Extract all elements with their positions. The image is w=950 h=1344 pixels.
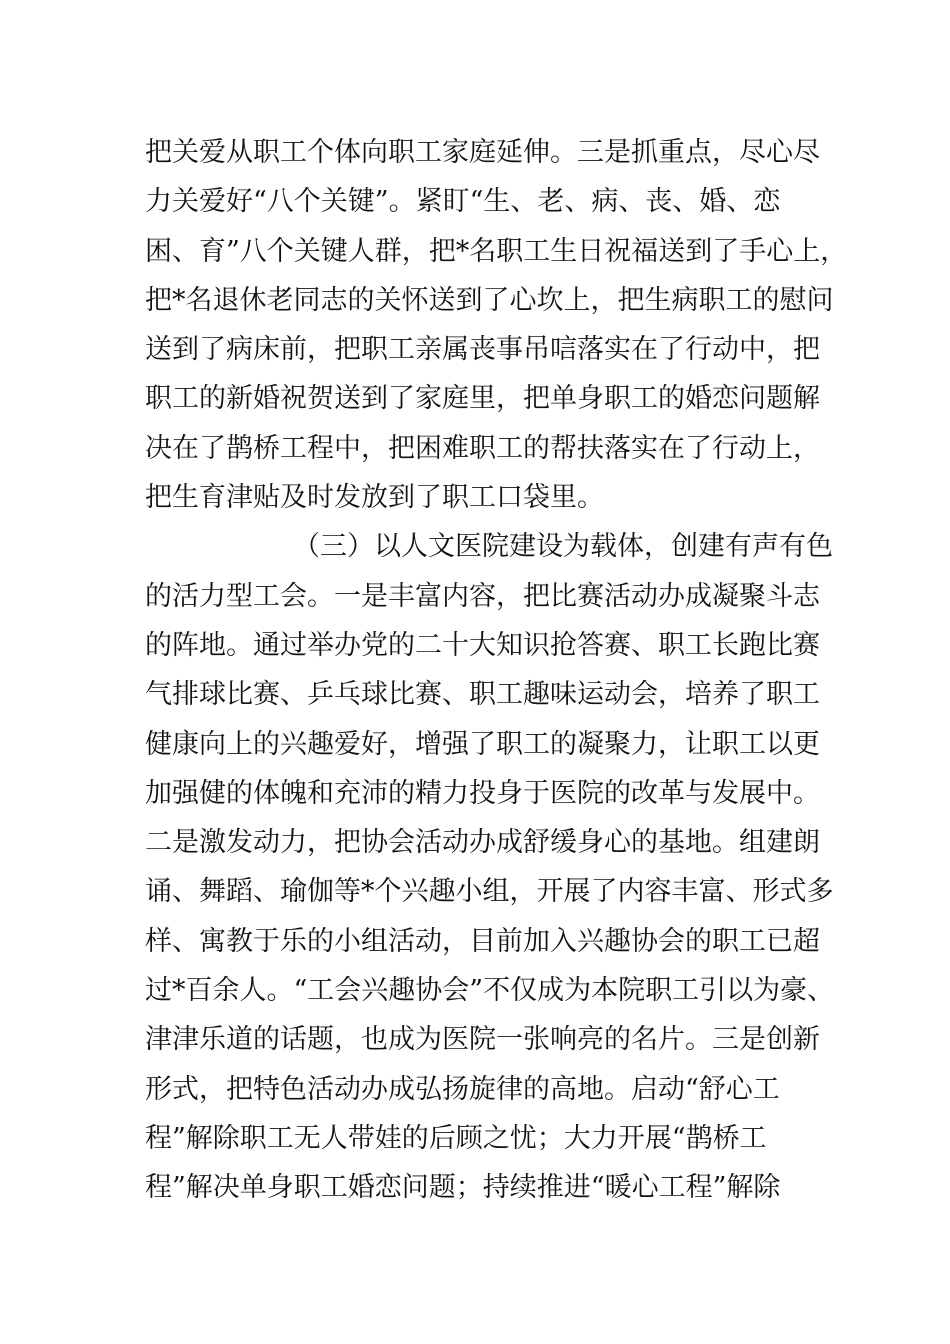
section-heading-line: （三）以人文医院建设为载体，创建有声有色 <box>293 531 833 563</box>
text-line: 职工的新婚祝贺送到了家庭里，把单身职工的婚恋问题解 <box>145 383 820 415</box>
text-line: 加强健的体魄和充沛的精力投身于医院的改革与发展中。 <box>145 777 820 809</box>
body-text <box>145 128 848 1213</box>
text-line: 程”解决单身职工婚恋问题；持续推进“暖心工程”解除 <box>145 1172 781 1204</box>
text-line: 津津乐道的话题，也成为医院一张响亮的名片。三是创新 <box>145 1024 820 1056</box>
text-line: 把生育津贴及时发放到了职工口袋里。 <box>145 482 604 514</box>
text-line: 形式，把特色活动办成弘扬旋律的高地。启动“舒心工 <box>145 1073 780 1105</box>
text-line: 的活力型工会。一是丰富内容，把比赛活动办成凝聚斗志 <box>145 580 820 612</box>
text-line: 把*名退休老同志的关怀送到了心坎上，把生病职工的慰问 <box>145 284 834 316</box>
text-line: 样、寓教于乐的小组活动，目前加入兴趣协会的职工已超 <box>145 925 820 957</box>
text-line: 力关爱好“八个关键”。紧盯“生、老、病、丧、婚、恋 <box>145 186 781 218</box>
text-line: 决在了鹊桥工程中，把困难职工的帮扶落实在了行动上， <box>145 432 820 464</box>
text-line: 送到了病床前，把职工亲属丧事吊唁落实在了行动中，把 <box>145 334 820 366</box>
text-line: 健康向上的兴趣爱好，增强了职工的凝聚力，让职工以更 <box>145 728 820 760</box>
text-line: 二是激发动力，把协会活动办成舒缓身心的基地。组建朗 <box>145 827 820 859</box>
text-line: 的阵地。通过举办党的二十大知识抢答赛、职工长跑比赛 <box>145 629 820 661</box>
text-line: 把关爱从职工个体向职工家庭延伸。三是抓重点，尽心尽 <box>145 137 820 168</box>
text-line: 气排球比赛、乒乓球比赛、职工趣味运动会，培养了职工 <box>145 679 820 711</box>
text-line: 困、育”八个关键人群，把*名职工生日祝福送到了手心上， <box>145 235 848 267</box>
text-line: 程”解除职工无人带娃的后顾之忧；大力开展“鹊桥工 <box>145 1122 767 1154</box>
text-line: 诵、舞蹈、瑜伽等*个兴趣小组，开展了内容丰富、形式多 <box>145 876 834 908</box>
text-line: 过*百余人。“工会兴趣协会”不仅成为本院职工引以为豪、 <box>145 975 835 1007</box>
